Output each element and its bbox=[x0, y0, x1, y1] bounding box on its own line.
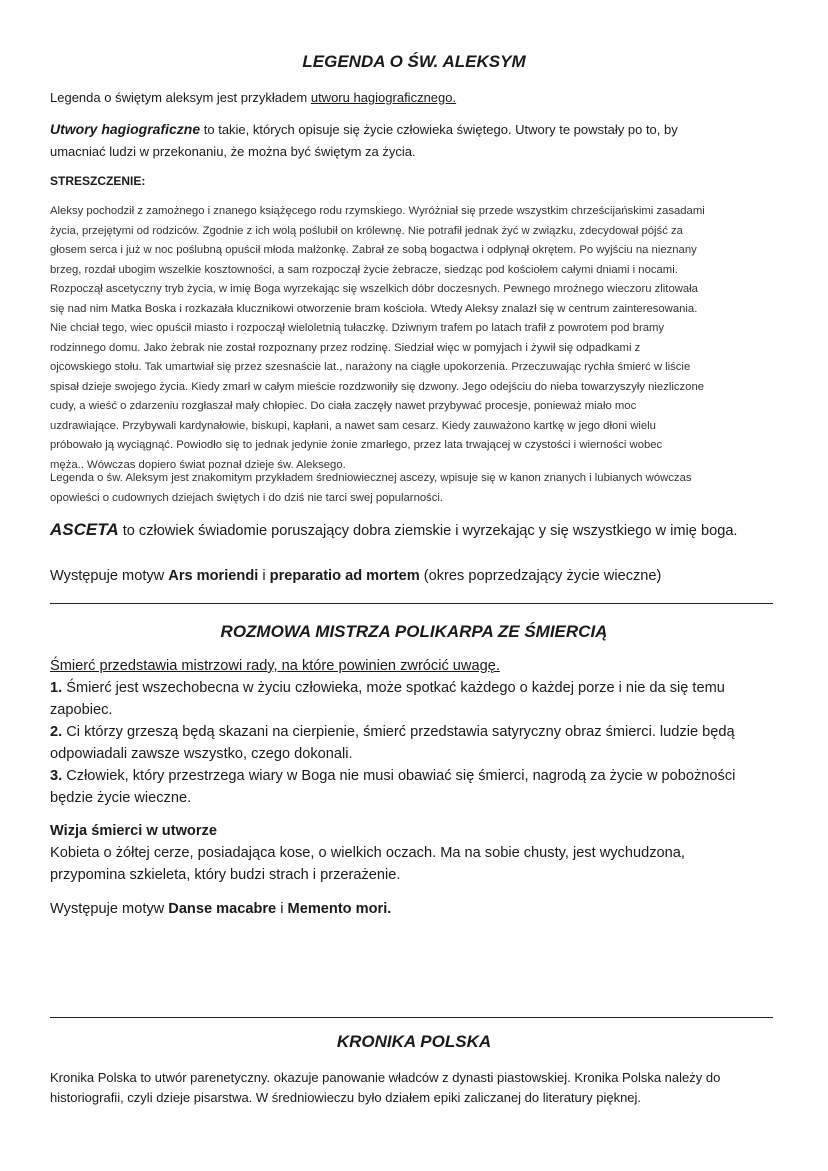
vision-text: przypomina szkieleta, który budzi strach i przerażenie. bbox=[50, 867, 401, 883]
item-text: Człowiek, który przestrzega wiary w Boga nie musi obawiać się śmierci, nagrodą za życie w pobożności bbox=[62, 768, 736, 784]
text-line: Kronika Polska to utwór parenetyczny. okazuje panowanie władców z dynasti piastowskiej. Kronika Polska należy do bbox=[50, 1070, 721, 1085]
text-line: życia, przejętymi od rodziców. Zgodnie z ich wolą poślubił on królewnę. Nie potrafił jednak żyć w związku, zdecydował pójść za bbox=[50, 224, 683, 237]
section-title-aleksy: LEGENDA O ŚW. ALEKSYM bbox=[302, 52, 526, 71]
text-line: brzeg, rozdał ubogim wszelkie kosztowności, a sam rozpoczął życie żebracze, siedząc pod kościołem całymi dniami i nocami. bbox=[50, 263, 678, 276]
asceta-term: ASCETA bbox=[50, 520, 119, 539]
divider bbox=[50, 1017, 773, 1018]
vision-heading: Wizja śmierci w utworze bbox=[50, 823, 217, 839]
motif-text: Występuje motyw bbox=[50, 901, 169, 917]
item-text: zapobiec. bbox=[50, 702, 113, 718]
motif-name: preparatio ad mortem bbox=[269, 568, 420, 584]
vision-paragraph bbox=[50, 820, 780, 886]
motif-text: Występuje motyw bbox=[50, 568, 169, 584]
item-number: 2. bbox=[50, 724, 63, 740]
definition-text: umacniać ludzi w przekonaniu, że można być świętym za życia. bbox=[50, 144, 416, 159]
item-text: Śmierć jest wszechobecna w życiu człowieka, może spotkać każdego o każdej porze i nie da się temu bbox=[62, 680, 725, 696]
closing-paragraph bbox=[50, 469, 790, 508]
text-line: Aleksy pochodził z zamożnego i znanego książęcego rodu rzymskiego. Wyróżniał się przede wszystkim chrześcijańskimi zasadami bbox=[50, 205, 705, 217]
polikarp-list bbox=[50, 655, 780, 809]
text-line: ojcowskiego stołu. Tak umartwiał się przez szesnaście lat., narażony na ciągłe upokorzenia. Przeczuwając rychła śmierć w liście bbox=[50, 361, 691, 373]
list-item bbox=[50, 721, 780, 743]
motif-text: (okres poprzedzający życie wieczne) bbox=[419, 568, 662, 584]
text-line: spisał dzieje swojego życia. Kiedy zmarł w całym mieście rozdzwoniły się dzwony. Jego odejściu do nieba towarzyszyły niezliczone bbox=[50, 380, 705, 393]
motif-line-2 bbox=[50, 898, 780, 920]
item-number: 3. bbox=[50, 768, 63, 784]
item-text: będzie życie wieczne. bbox=[50, 790, 192, 806]
summary-paragraph bbox=[50, 202, 790, 475]
intro-paragraph bbox=[50, 87, 780, 109]
text-line: próbowało ją wyciągnąć. Powiodło się to jednak jedynie żonie zmarłego, przez lata trwającej w czystości i wierności wobec bbox=[50, 439, 663, 451]
motif-text: i bbox=[276, 901, 288, 917]
definition-text: to takie, których opisuje się życie człowieka świętego. Utwory te powstały po to, by bbox=[200, 122, 678, 137]
motif-text: i bbox=[258, 568, 270, 584]
item-text: Ci którzy grzeszą będą skazani na cierpienie, śmierć przedstawia satyryczny obraz śmierci. ludzie będą bbox=[62, 724, 735, 740]
item-number: 1. bbox=[50, 680, 63, 696]
definition-paragraph bbox=[50, 118, 780, 163]
text-line: się nad nim Matka Boska i rozkazała klucznikowi otworzenie bram kościoła. Wtedy Aleksy znalazł się w centrum zainteresowania. bbox=[50, 302, 698, 315]
section-title-polikarp: ROZMOWA MISTRZA POLIKARPA ZE ŚMIERCIĄ bbox=[220, 622, 608, 641]
text-line: opowieści o cudownych dziejach świętych i do dziś nie tarci swej popularności. bbox=[50, 491, 444, 504]
vision-text: Kobieta o żółtej cerze, posiadająca kose, o wielkich oczach. Ma na sobie chusty, jest wychudzona, bbox=[50, 845, 685, 861]
text-line: rodzinnego domu. Jako żebrak nie został rozpoznany przez rodzinę. Siedział więc w pomyjach i żywił się odpadkami z bbox=[50, 341, 641, 354]
list-item bbox=[50, 677, 780, 699]
text-line: głosem serca i już w noc poślubną opuścił młoda małżonkę. Zabrał ze sobą bogactwa i odpłynął okrętem. Po wyjściu na nieznany bbox=[50, 244, 697, 256]
text-line: historiografii, czyli dzieje pisarstwa. W średniowieczu było działem epiki zaliczanej do literatury pięknej. bbox=[50, 1090, 642, 1105]
motif-name: Danse macabre bbox=[168, 901, 277, 917]
item-text: odpowiadali zawsze wszystko, czego dokonali. bbox=[50, 746, 353, 762]
text-line: Nie chciał tego, wiec opuścił miasto i rozpoczął wieloletnią tułaczkę. Dziwnym trafem po latach trafił z powrotem pod bramy bbox=[50, 322, 665, 334]
asceta-text: to człowiek świadomie poruszający dobra ziemskie i wyrzekając y się wszystkiego w imię boga. bbox=[118, 523, 738, 539]
definition-term: Utwory hagiograficzne bbox=[50, 121, 201, 137]
list-item bbox=[50, 765, 780, 787]
lead-text: Śmierć przedstawia mistrzowi rady, na które powinien zwrócić uwagę. bbox=[50, 658, 500, 674]
section-title-kronika: KRONIKA POLSKA bbox=[336, 1032, 492, 1051]
text-line: Rozpoczął ascetyczny tryb życia, w imię Boga wyrzekając się wszelkich dóbr doczesnych. Pewnego mroźnego wieczoru zlitowała bbox=[50, 283, 698, 295]
kronika-paragraph bbox=[50, 1068, 780, 1108]
divider bbox=[50, 603, 773, 604]
motif-line-1 bbox=[50, 565, 780, 587]
text-line: męża.. Wówczas dopiero świat poznał dzieje św. Aleksego. bbox=[50, 458, 346, 471]
text-line: cudy, a wieść o zdarzeniu rozgłaszał mały chłopiec. Do ciała zaczęły nawet przybywać procesje, ponieważ miało moc bbox=[50, 400, 637, 412]
motif-name: Memento mori. bbox=[287, 901, 392, 917]
text-line: Legenda o św. Aleksym jest znakomitym przykładem średniowiecznej ascezy, wpisuje się w kanon znanych i lubianych wówczas bbox=[50, 472, 692, 484]
asceta-definition bbox=[50, 519, 780, 542]
summary-heading: STRESZCZENIE: bbox=[50, 174, 146, 188]
motif-name: Ars moriendi bbox=[168, 568, 259, 584]
text-line: uzdrawiające. Przybywali kardynałowie, biskupi, kapłani, a nawet sam cesarz. Kiedy zauważono kartkę w jego dłoni wielu bbox=[50, 419, 656, 432]
intro-underlined: utworu hagiograficznego. bbox=[310, 90, 457, 105]
intro-text: Legenda o świętym aleksym jest przykładem bbox=[50, 90, 311, 105]
